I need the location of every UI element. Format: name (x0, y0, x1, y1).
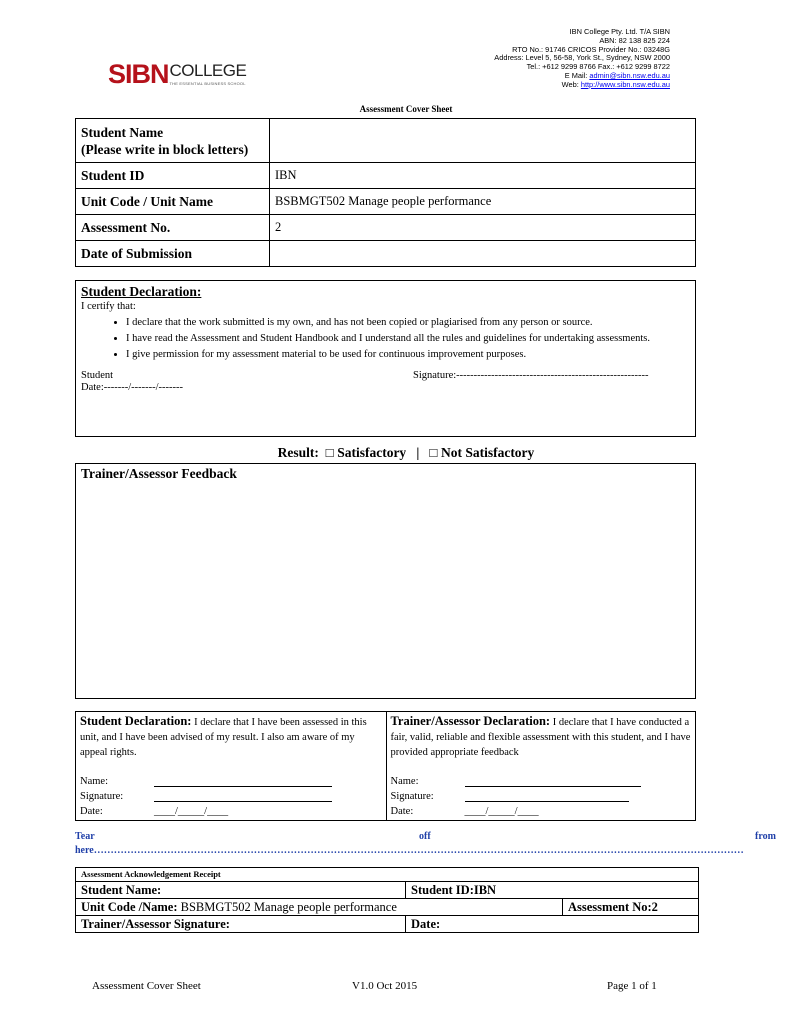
student-details-table (75, 118, 696, 267)
tel-line: Tel.: +612 9299 8766 Fax.: +612 9299 8722 (526, 62, 670, 72)
result-separator: | (416, 445, 420, 460)
student-name-field[interactable] (270, 119, 696, 163)
declaration-heading: Student Declaration: (81, 284, 202, 299)
email-label: E Mail: (564, 70, 590, 80)
student-name-label (76, 119, 270, 163)
abn-line: ABN: 82 138 825 224 (599, 35, 670, 45)
student-name-label-line2: (Please write in block letters) (81, 141, 249, 157)
declaration-item: • I give permission for my assessment material to be used for continuous improvement purposes. (126, 348, 690, 362)
receipt-assessment-no[interactable]: Assessment No:2 (563, 899, 699, 916)
footer-left: Assessment Cover Sheet (92, 980, 201, 992)
receipt-student-name[interactable]: Student Name: (76, 882, 406, 899)
submission-date-label: Date of Submission (76, 241, 270, 267)
result-row (0, 445, 812, 461)
trainer-declaration-text (391, 714, 692, 760)
student-name-label: Name: (80, 776, 108, 787)
certify-text: I certify that: (81, 301, 136, 312)
feedback-heading: Trainer/Assessor Feedback (81, 466, 237, 481)
off-word: off (419, 831, 431, 842)
acknowledgement-receipt-table (75, 867, 699, 933)
logo-sibn-text: SIBN (108, 58, 169, 89)
web-link[interactable]: http://www.sibn.nsw.edu.au (580, 79, 670, 89)
trainer-feedback-box[interactable] (75, 463, 696, 699)
satisfactory-checkbox[interactable]: □ Satisfactory (325, 445, 407, 460)
trainer-date-line[interactable]: ____/_____/____ (464, 806, 539, 817)
logo-tagline: THE ESSENTIAL BUSINESS SCHOOL (169, 81, 246, 86)
trainer-name-line[interactable] (465, 774, 641, 787)
student-id-field[interactable]: IBN (270, 163, 696, 189)
dual-declaration-box (75, 711, 696, 821)
student-declaration-body: I declare that I have been assessed in this unit, and I have been advised of my result. I also am aware of my appeal rights. (80, 717, 367, 758)
student-name-line[interactable] (154, 774, 332, 787)
receipt-date[interactable]: Date: (406, 916, 699, 933)
receipt-trainer-signature[interactable]: Trainer/Assessor Signature: (76, 916, 406, 933)
student-signature-label: Signature: (80, 791, 124, 802)
logo-college-text: COLLEGE (169, 61, 247, 80)
trainer-signature-label: Signature: (390, 791, 434, 802)
trainer-name-label: Name: (390, 776, 419, 787)
declaration-signature[interactable]: Signature:------------------------------------------------------- (413, 370, 649, 381)
receipt-unit-value: BSBMGT502 Manage people performance (180, 900, 397, 914)
student-name-label-line1: Student Name (81, 124, 164, 140)
student-declaration-box (75, 280, 696, 437)
web-line (390, 81, 670, 90)
assessment-no-field[interactable]: 2 (270, 215, 696, 241)
assessment-no-label: Assessment No. (76, 215, 270, 241)
receipt-caption: Assessment Acknowledgement Receipt (76, 868, 699, 882)
declaration-date[interactable]: Date:-------/-------/------- (81, 382, 184, 393)
tear-off-line (75, 830, 776, 858)
student-declaration-cell (76, 712, 386, 820)
student-declaration-text (80, 714, 382, 760)
student-id-label: Student ID (76, 163, 270, 189)
unit-field[interactable]: BSBMGT502 Manage people performance (270, 189, 696, 215)
declaration-signature-row (81, 370, 690, 394)
footer-page-number: Page 1 of 1 (607, 980, 657, 992)
college-address-block (390, 28, 670, 90)
declaration-list (81, 316, 690, 362)
submission-date-field[interactable] (270, 241, 696, 267)
web-label: Web: (561, 79, 581, 89)
company-name: IBN College Pty. Ltd. T/A SIBN (569, 27, 670, 36)
student-date-line[interactable]: ____/_____/____ (154, 806, 229, 817)
trainer-declaration-body: I declare that I have conducted a fair, valid, reliable and flexible assessment with this student, and I have provided appropriate feedback (390, 717, 691, 758)
student-date-label: Date: (80, 806, 103, 817)
student-signature-line[interactable] (154, 789, 332, 802)
tear-word: Tear (75, 831, 95, 842)
declaration-item: • I declare that the work submitted is my own, and has not been copied or plagiarised from any person or source. (126, 316, 690, 330)
unit-label: Unit Code / Unit Name (76, 189, 270, 215)
trainer-declaration-cell (386, 712, 696, 820)
receipt-unit-label: Unit Code /Name: (81, 900, 181, 914)
receipt-unit[interactable] (76, 899, 563, 916)
college-logo (104, 54, 247, 94)
tear-here-dots: here…………………………………………………………………………………………………………………………………………………………………………… (75, 845, 744, 856)
receipt-student-id[interactable]: Student ID:IBN (406, 882, 699, 899)
rto-line: RTO No.: 91746 CRICOS Provider No.: 03248G (512, 44, 670, 54)
from-word: from (755, 831, 776, 842)
footer-version: V1.0 Oct 2015 (352, 980, 418, 992)
trainer-declaration-heading: Trainer/Assessor Declaration: (390, 714, 551, 728)
student-label: Student (81, 370, 114, 381)
result-label: Result: (277, 445, 319, 460)
trainer-signature-line[interactable] (465, 789, 629, 802)
sheet-title: Assessment Cover Sheet (359, 104, 453, 114)
address-line: Address: Level 5, 56-58, York St., Sydney, NSW 2000 (494, 53, 670, 63)
email-link[interactable]: admin@sibn.nsw.edu.au (589, 70, 670, 80)
trainer-date-label: Date: (390, 806, 414, 817)
declaration-item: • I have read the Assessment and Student Handbook and I understand all the rules and guidelines for undertaking assessments. (126, 332, 690, 346)
student-declaration-heading: Student Declaration: (80, 714, 192, 728)
not-satisfactory-checkbox[interactable]: □ Not Satisfactory (429, 445, 535, 460)
